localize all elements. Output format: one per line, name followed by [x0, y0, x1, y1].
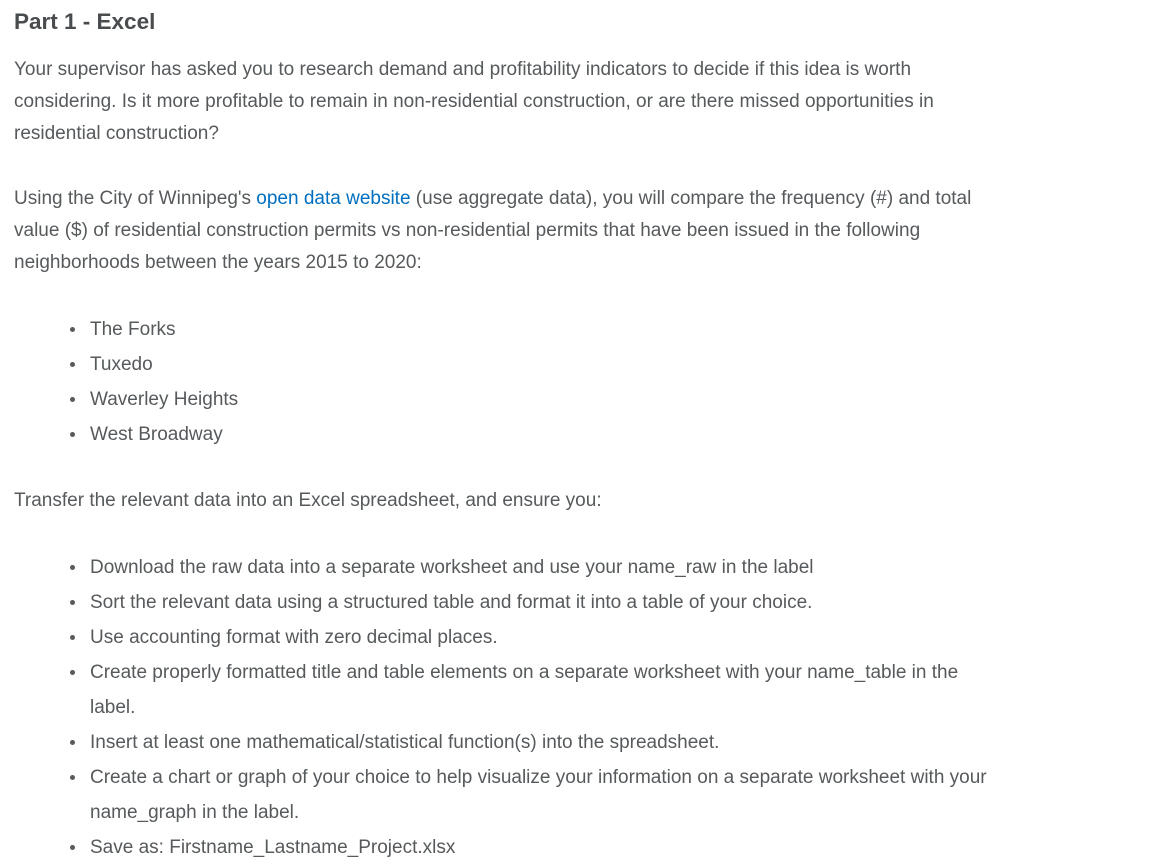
list-item-task: Save as: Firstname_Lastname_Project.xlsx: [70, 830, 1000, 865]
list-item-task: Use accounting format with zero decimal places.: [70, 620, 1000, 655]
list-item-neighborhood: West Broadway: [70, 417, 1000, 452]
page-title: Part 1 - Excel: [14, 9, 156, 34]
paragraph-text-before-link: Using the City of Winnipeg's: [14, 188, 257, 209]
list-item-neighborhood: The Forks: [70, 312, 1000, 347]
list-item-task: Insert at least one mathematical/statistical function(s) into the spreadsheet.: [70, 725, 1000, 760]
list-item-neighborhood: Tuxedo: [70, 347, 1000, 382]
intro-paragraph: Your supervisor has asked you to research demand and profitability indicators to decide if this idea is worth considering. Is it more profitable to remain in non-residential construction, or are there missed opportunities in residential construction?: [14, 59, 934, 144]
open-data-website-link[interactable]: open data website: [256, 188, 411, 209]
list-item-task: Create properly formatted title and table elements on a separate worksheet with your name_table in the label.: [70, 655, 1000, 725]
paragraph-text-after-link: (use aggregate data), you will compare the frequency (#) and total value ($) of residential construction permits vs non-residential permits that have been issued in the following neighborhoods between the years 2015 to 2020:: [14, 188, 972, 273]
data-source-paragraph: [14, 183, 1000, 279]
list-item-task: Create a chart or graph of your choice to help visualize your information on a separate worksheet with your name_graph in the label.: [70, 760, 1000, 830]
list-item-neighborhood: Waverley Heights: [70, 382, 1000, 417]
task-list: [14, 550, 1000, 865]
list-item-task: Download the raw data into a separate worksheet and use your name_raw in the label: [70, 550, 1000, 585]
transfer-paragraph: Transfer the relevant data into an Excel spreadsheet, and ensure you:: [14, 490, 602, 511]
neighborhood-list: [14, 312, 1000, 452]
list-item-task: Sort the relevant data using a structured table and format it into a table of your choice.: [70, 585, 1000, 620]
